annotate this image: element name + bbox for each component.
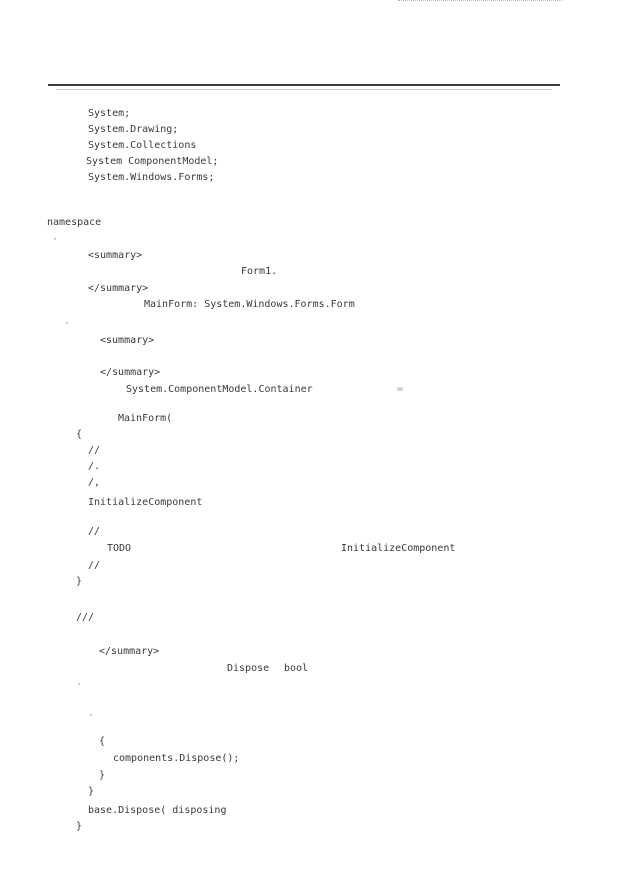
field-summary-close: </summary>	[100, 367, 161, 378]
class-summary-close: </summary>	[88, 283, 149, 294]
comment-line: /.	[88, 461, 101, 472]
ctor-close-brace: }	[76, 576, 83, 587]
ctor-declaration: MainForm(	[118, 413, 173, 424]
components-dispose: components.Dispose();	[113, 753, 240, 764]
field-summary-open: <summary>	[100, 335, 155, 346]
field-assign: =	[397, 384, 404, 395]
class-declaration: MainForm: System.Windows.Forms.Form	[144, 299, 355, 310]
scan-speck: ·	[76, 679, 83, 690]
base-dispose: base.Dispose( disposing	[88, 805, 227, 816]
using-line: System.Drawing;	[88, 124, 179, 135]
method-close-brace: }	[76, 821, 83, 832]
class-summary-text: Form1.	[241, 266, 278, 277]
class-summary-open: <summary>	[88, 250, 143, 261]
dispose-signature-type: bool	[284, 663, 309, 674]
header-scan-noise	[398, 0, 562, 3]
inner-open-brace: {	[99, 736, 106, 747]
doc-comment: ///	[76, 612, 95, 623]
todo-label: TODO	[107, 543, 132, 554]
comment-line: //	[88, 560, 101, 571]
namespace-keyword: namespace	[47, 217, 102, 228]
inner-close-brace: }	[99, 770, 106, 781]
using-line: System ComponentModel;	[86, 156, 219, 167]
header-rule-shadow	[56, 89, 552, 90]
ctor-open-brace: {	[76, 429, 83, 440]
header-rule	[48, 84, 560, 86]
dispose-signature-name: Dispose	[227, 663, 270, 674]
scan-speck: ·	[64, 318, 71, 329]
using-line: System.Windows.Forms;	[88, 172, 215, 183]
field-declaration: System.ComponentModel.Container	[126, 384, 313, 395]
using-line: System.Collections	[88, 140, 197, 151]
todo-reference: InitializeComponent	[341, 543, 456, 554]
using-line: System;	[88, 108, 131, 119]
scan-speck: ·	[88, 710, 95, 721]
initialize-call: InitializeComponent	[88, 497, 203, 508]
dispose-summary-close: </summary>	[99, 646, 160, 657]
comment-line: /,	[88, 477, 101, 488]
outer-close-brace: }	[88, 786, 95, 797]
comment-line: //	[88, 526, 101, 537]
comment-line: //	[88, 445, 101, 456]
scan-speck: ·	[52, 234, 59, 245]
